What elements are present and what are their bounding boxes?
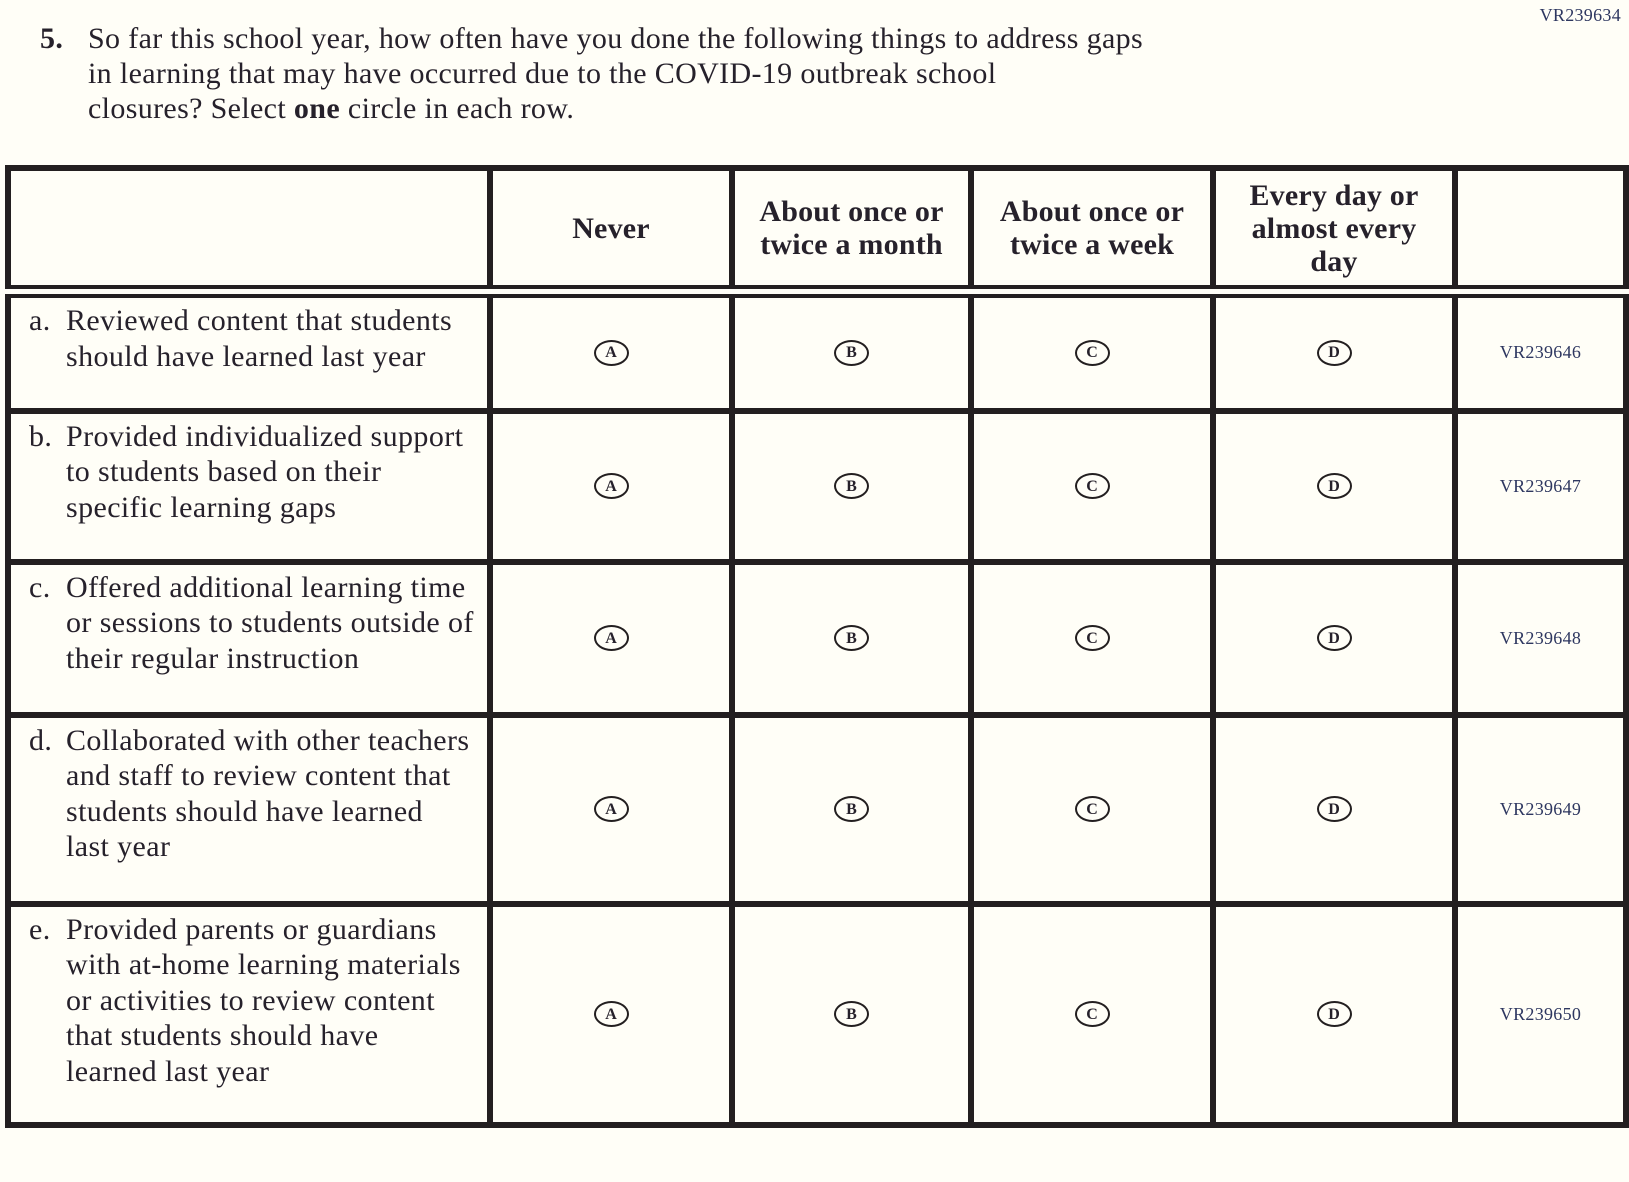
row-letter: c. (29, 570, 51, 604)
option-cell-every-day (1213, 715, 1455, 904)
row-letter: b. (29, 419, 53, 453)
row-code: VR239650 (1455, 904, 1626, 1125)
statement-cell (8, 904, 490, 1125)
option-cell-every-day (1213, 562, 1455, 715)
option-circle-b[interactable]: B (834, 473, 869, 499)
header-never: Never (490, 168, 732, 292)
question-block (0, 0, 1629, 126)
option-cell-never (490, 292, 732, 411)
row-statement: Provided parents or guardians with at-home learning materials or activities to review content that students should have learned last year (66, 912, 461, 1088)
option-cell-never (490, 411, 732, 562)
row-code: VR239646 (1455, 292, 1626, 411)
option-circle-d[interactable]: D (1317, 1001, 1352, 1027)
option-circle-d[interactable]: D (1317, 625, 1352, 651)
option-circle-c[interactable]: C (1075, 340, 1110, 366)
option-cell-once-twice-month (732, 292, 971, 411)
option-circle-b[interactable]: B (834, 625, 869, 651)
header-statement-blank (8, 168, 490, 292)
option-cell-never (490, 904, 732, 1125)
option-circle-a[interactable]: A (594, 473, 629, 499)
option-cell-once-twice-week (971, 715, 1213, 904)
question-bold-word: one (293, 92, 341, 125)
header-once-twice-week: About once or twice a week (971, 168, 1213, 292)
option-circle-a[interactable]: A (594, 625, 629, 651)
question-line-3-pre: closures? Select (88, 92, 294, 125)
option-circle-d[interactable]: D (1317, 473, 1352, 499)
question-line-3-post: circle in each row. (340, 92, 575, 125)
option-circle-b[interactable]: B (834, 1001, 869, 1027)
row-letter: e. (29, 912, 51, 946)
question-text (88, 21, 1143, 126)
header-every-day: Every day or almost every day (1213, 168, 1455, 292)
row-code: VR239649 (1455, 715, 1626, 904)
option-circle-c[interactable]: C (1075, 473, 1110, 499)
option-cell-once-twice-week (971, 292, 1213, 411)
option-cell-every-day (1213, 411, 1455, 562)
option-circle-b[interactable]: B (834, 796, 869, 822)
statement-cell (8, 715, 490, 904)
table-row (8, 904, 1626, 1125)
row-letter: a. (29, 304, 51, 337)
option-cell-once-twice-week (971, 562, 1213, 715)
option-circle-c[interactable]: C (1075, 1001, 1110, 1027)
option-cell-once-twice-week (971, 411, 1213, 562)
table-row (8, 562, 1626, 715)
table-row (8, 292, 1626, 411)
question-line-1: So far this school year, how often have you done the following things to address gaps (88, 22, 1144, 55)
option-cell-once-twice-month (732, 904, 971, 1125)
option-circle-a[interactable]: A (594, 1001, 629, 1027)
option-circle-d[interactable]: D (1317, 796, 1352, 822)
option-cell-once-twice-month (732, 715, 971, 904)
option-circle-d[interactable]: D (1317, 340, 1352, 366)
option-cell-never (490, 562, 732, 715)
row-statement: Offered additional learning time or sessions to students outside of their regular instruction (66, 570, 474, 675)
statement-cell (8, 411, 490, 562)
row-code: VR239647 (1455, 411, 1626, 562)
option-cell-never (490, 715, 732, 904)
option-cell-once-twice-month (732, 562, 971, 715)
statement-cell (8, 562, 490, 715)
option-circle-c[interactable]: C (1075, 625, 1110, 651)
row-letter: d. (29, 723, 53, 757)
option-cell-once-twice-week (971, 904, 1213, 1125)
question-number: 5. (40, 22, 64, 55)
table-row (8, 411, 1626, 562)
question-line-2: in learning that may have occurred due to the COVID-19 outbreak school (88, 57, 997, 90)
header-code-blank (1455, 168, 1626, 292)
header-once-twice-month: About once or twice a month (732, 168, 971, 292)
row-statement: Provided individualized support to students based on their specific learning gaps (66, 419, 464, 524)
row-code: VR239648 (1455, 562, 1626, 715)
table-body (8, 292, 1626, 1125)
table-row (8, 715, 1626, 904)
row-statement: Collaborated with other teachers and staff to review content that students should have learned last year (66, 723, 470, 863)
option-circle-a[interactable]: A (594, 340, 629, 366)
statement-cell (8, 292, 490, 411)
option-circle-c[interactable]: C (1075, 796, 1110, 822)
option-cell-every-day (1213, 904, 1455, 1125)
option-circle-a[interactable]: A (594, 796, 629, 822)
frequency-matrix-table (5, 165, 1629, 1128)
table-header (8, 168, 1626, 292)
page-code: VR239634 (1539, 5, 1621, 25)
option-cell-once-twice-month (732, 411, 971, 562)
option-circle-b[interactable]: B (834, 340, 869, 366)
option-cell-every-day (1213, 292, 1455, 411)
row-statement: Reviewed content that students should have learned last year (66, 304, 453, 373)
